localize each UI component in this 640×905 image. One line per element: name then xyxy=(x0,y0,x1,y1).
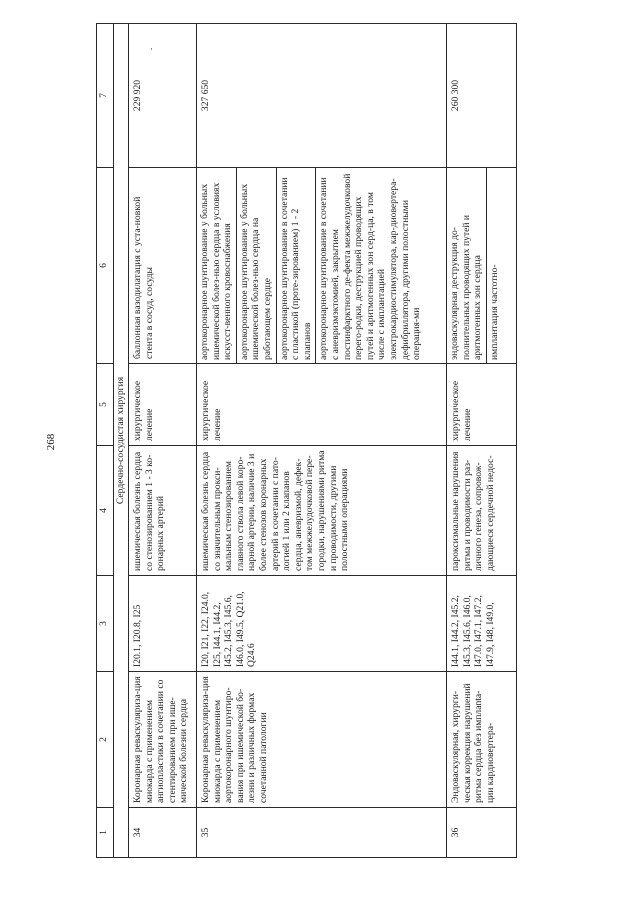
table-row xyxy=(197,24,447,858)
row-number: 34 xyxy=(129,808,197,858)
treatment-method: эндоваскулярная деструкция до-полнительных проводящих путей и аритмогенных зон сердца xyxy=(447,168,486,363)
price-value: 327 650 xyxy=(197,24,447,168)
row-number: 35 xyxy=(197,808,447,858)
diagnosis-codes: I20.1, I20.8, I25 xyxy=(129,576,197,672)
patient-model: ишемическая болезнь сердца со значительным прокси-мальным стенозированием главного ствола левой коро-нарной артерии, наличие 3 и более стенозов коронарных артерий в сочетании с пато-логией 1 или 2 клапанов сердца, аневризмой, дефек-том межжелудочковой пере-городки, нарушениями ритма и проводимости, другими полостными операциями xyxy=(197,446,447,576)
treatment-type: хирургическое лечение xyxy=(447,364,517,446)
procedures-table xyxy=(96,23,517,858)
procedure-name: Коронарная реваскуляриза-ция миокарда с применением ангиопластики в сочетании со стентированием при ише-мической болезни сердца xyxy=(129,672,197,808)
treatment-method: аортокоронарное шунтирование в сочетании с аневризмэктомией, закрытием постинфарктного де-фекта межжелудочковой перего-родки, деструкцией проводящих путей и аритмогенных зон серд-ца, в том числе с имплантацией электрокардиостимулятора, кар-диовертера-дефибриллятора, другими полостными операция-ми xyxy=(318,173,423,360)
rotated-table-container xyxy=(96,24,630,858)
row-number: 36 xyxy=(447,808,517,858)
header-col-3: 3 xyxy=(97,576,114,672)
treatment-method: аортокоронарное шунтирование у больных ишемической болез-нью сердца на работающем сердце xyxy=(236,168,276,363)
header-col-6: 6 xyxy=(97,168,114,364)
treatment-methods-cell xyxy=(447,168,517,364)
methods-list xyxy=(197,168,425,363)
scan-mark: · xyxy=(150,44,153,54)
treatment-method: аортокоронарное шунтирование у больных ишемической болез-нью сердца в условиях искусст-венного кровоснабжения xyxy=(197,168,236,363)
price-value: 260 300 xyxy=(447,24,517,168)
table-row xyxy=(129,24,197,858)
header-col-4: 4 xyxy=(97,446,114,576)
section-row xyxy=(114,24,129,858)
patient-model: пароксизмальные нарушения ритма и проводимости раз-личного генеза, сопровож-дающиеся сердечной недос- xyxy=(447,446,517,576)
price-value: 229 920 xyxy=(129,24,197,168)
procedure-name: Коронарная реваскуляриза-ция миокарда с применением аортокоронарного шунтиро-вания при ишемической бо-лезни и различных формах сочетанной патологии xyxy=(197,672,447,808)
header-col-1: 1 xyxy=(97,808,114,858)
methods-list xyxy=(447,168,502,363)
section-title: Сердечно-сосудистая хирургия xyxy=(114,24,129,858)
treatment-method: имплантация частотно- xyxy=(488,264,500,360)
treatment-method: аортокоронарное шунтирование в сочетании с пластикой (проте-зированием) 1 - 2 клапанов xyxy=(276,168,316,363)
treatment-methods-cell xyxy=(197,168,447,364)
diagnosis-codes: I44.1, I44.2, I45.2, I45.3, I45.6, I46.0, I47.0, I47.1, I47.2, I47.9, I48, I49.0, xyxy=(447,576,517,672)
diagnosis-codes: I20, I21, I22, I24.0, I25, I44.1, I44.2, I45.2, I45.3, I45.6, I46.0, I49.5, Q21.0, Q24.6 xyxy=(197,576,447,672)
treatment-type: хирургическое лечение xyxy=(197,364,447,446)
treatment-method: баллонная вазодилатация с уста-новкой стента в сосуд, сосуды xyxy=(129,168,197,364)
treatment-type: хирургическое лечение xyxy=(129,364,197,446)
patient-model: ишемическая болезнь сердца со стенозированием 1 - 3 ко-ронарных артерий xyxy=(129,446,197,576)
procedure-name: Эндоваскулярная, хирурги-ческая коррекция нарушений ритма сердца без имплanta-ции кардиовертера- xyxy=(447,672,517,808)
page-number: 268 xyxy=(45,433,57,451)
header-col-5: 5 xyxy=(97,364,114,446)
header-row xyxy=(97,24,114,858)
table-row xyxy=(447,24,517,858)
header-col-7: 7 xyxy=(97,24,114,168)
header-col-2: 2 xyxy=(97,672,114,808)
